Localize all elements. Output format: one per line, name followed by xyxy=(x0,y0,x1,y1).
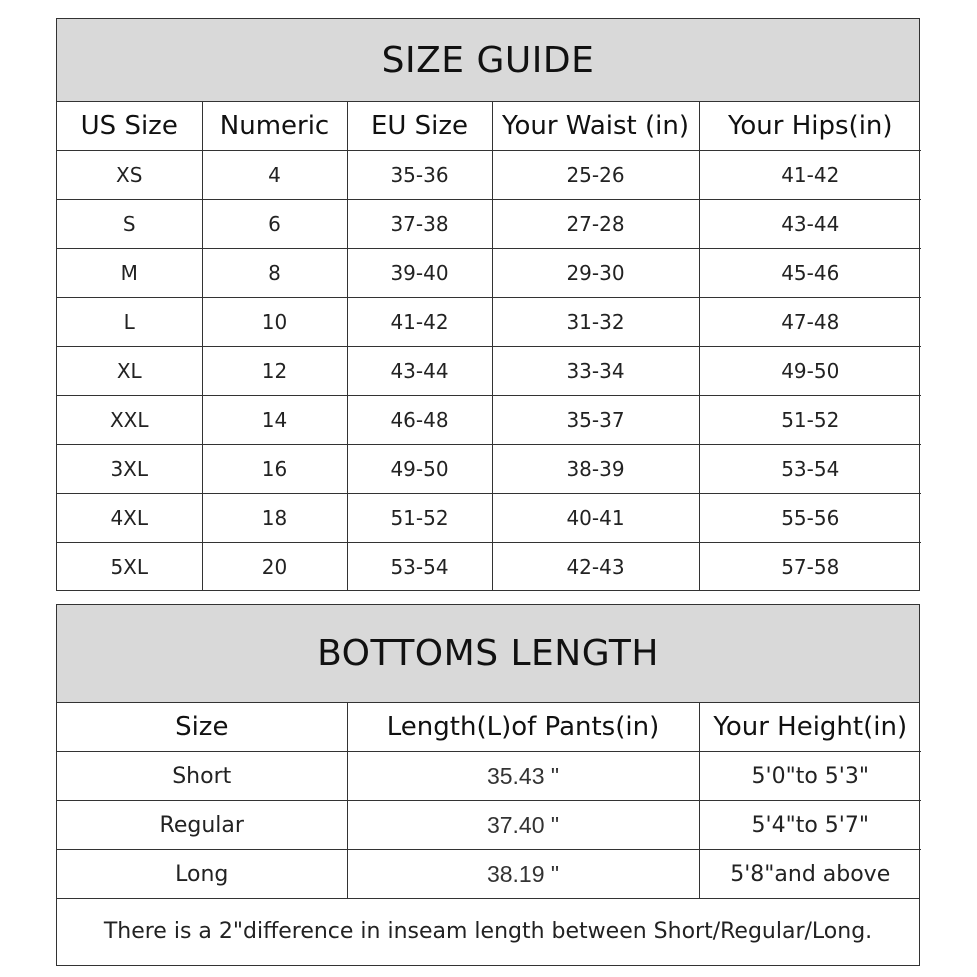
header-height: Your Height(in) xyxy=(699,703,921,752)
cell-eu-size: 43-44 xyxy=(347,347,492,396)
cell-eu-size: 35-36 xyxy=(347,151,492,200)
cell-us-size: XS xyxy=(57,151,202,200)
cell-pants-length: 37.40 " xyxy=(347,801,699,850)
cell-height: 5'0"to 5'3" xyxy=(699,752,921,801)
cell-eu-size: 41-42 xyxy=(347,298,492,347)
cell-us-size: XL xyxy=(57,347,202,396)
bottoms-length-title: BOTTOMS LENGTH xyxy=(57,605,919,703)
cell-us-size: XXL xyxy=(57,396,202,445)
table-row xyxy=(57,752,921,801)
cell-us-size: 3XL xyxy=(57,445,202,494)
cell-hips: 49-50 xyxy=(699,347,921,396)
cell-waist: 42-43 xyxy=(492,543,699,592)
cell-us-size: 4XL xyxy=(57,494,202,543)
header-numeric: Numeric xyxy=(202,102,347,151)
cell-eu-size: 37-38 xyxy=(347,200,492,249)
cell-hips: 51-52 xyxy=(699,396,921,445)
size-guide-table xyxy=(56,18,920,591)
cell-us-size: S xyxy=(57,200,202,249)
inseam-note: There is a 2"difference in inseam length between Short/Regular/Long. xyxy=(57,898,919,963)
cell-us-size: M xyxy=(57,249,202,298)
cell-numeric: 18 xyxy=(202,494,347,543)
cell-eu-size: 53-54 xyxy=(347,543,492,592)
bottoms-length-grid xyxy=(57,703,921,898)
cell-waist: 35-37 xyxy=(492,396,699,445)
header-us-size: US Size xyxy=(57,102,202,151)
cell-eu-size: 46-48 xyxy=(347,396,492,445)
cell-numeric: 16 xyxy=(202,445,347,494)
header-pants-length: Length(L)of Pants(in) xyxy=(347,703,699,752)
table-row xyxy=(57,445,921,494)
size-guide-grid xyxy=(57,102,921,591)
cell-pants-length: 38.19 " xyxy=(347,850,699,899)
table-row xyxy=(57,850,921,899)
table-row xyxy=(57,396,921,445)
cell-pants-length: 35.43 " xyxy=(347,752,699,801)
cell-hips: 53-54 xyxy=(699,445,921,494)
header-size: Size xyxy=(57,703,347,752)
cell-height: 5'4"to 5'7" xyxy=(699,801,921,850)
cell-hips: 47-48 xyxy=(699,298,921,347)
cell-numeric: 14 xyxy=(202,396,347,445)
cell-numeric: 12 xyxy=(202,347,347,396)
table-row xyxy=(57,543,921,592)
header-eu-size: EU Size xyxy=(347,102,492,151)
cell-size: Short xyxy=(57,752,347,801)
cell-numeric: 10 xyxy=(202,298,347,347)
cell-us-size: 5XL xyxy=(57,543,202,592)
cell-eu-size: 49-50 xyxy=(347,445,492,494)
cell-hips: 41-42 xyxy=(699,151,921,200)
cell-waist: 40-41 xyxy=(492,494,699,543)
cell-hips: 45-46 xyxy=(699,249,921,298)
cell-size: Regular xyxy=(57,801,347,850)
cell-waist: 27-28 xyxy=(492,200,699,249)
cell-waist: 29-30 xyxy=(492,249,699,298)
cell-waist: 33-34 xyxy=(492,347,699,396)
cell-waist: 25-26 xyxy=(492,151,699,200)
cell-eu-size: 51-52 xyxy=(347,494,492,543)
table-row xyxy=(57,801,921,850)
table-row xyxy=(57,347,921,396)
cell-waist: 38-39 xyxy=(492,445,699,494)
bottoms-header-row xyxy=(57,703,921,752)
cell-numeric: 8 xyxy=(202,249,347,298)
cell-numeric: 6 xyxy=(202,200,347,249)
header-waist: Your Waist (in) xyxy=(492,102,699,151)
cell-size: Long xyxy=(57,850,347,899)
cell-height: 5'8"and above xyxy=(699,850,921,899)
table-row xyxy=(57,298,921,347)
cell-numeric: 20 xyxy=(202,543,347,592)
cell-numeric: 4 xyxy=(202,151,347,200)
cell-waist: 31-32 xyxy=(492,298,699,347)
table-row xyxy=(57,151,921,200)
size-guide-title: SIZE GUIDE xyxy=(57,19,919,102)
cell-hips: 57-58 xyxy=(699,543,921,592)
header-hips: Your Hips(in) xyxy=(699,102,921,151)
cell-hips: 43-44 xyxy=(699,200,921,249)
cell-eu-size: 39-40 xyxy=(347,249,492,298)
cell-us-size: L xyxy=(57,298,202,347)
table-row xyxy=(57,249,921,298)
table-row xyxy=(57,200,921,249)
table-row xyxy=(57,494,921,543)
bottoms-length-table xyxy=(56,604,920,966)
cell-hips: 55-56 xyxy=(699,494,921,543)
size-guide-header-row xyxy=(57,102,921,151)
